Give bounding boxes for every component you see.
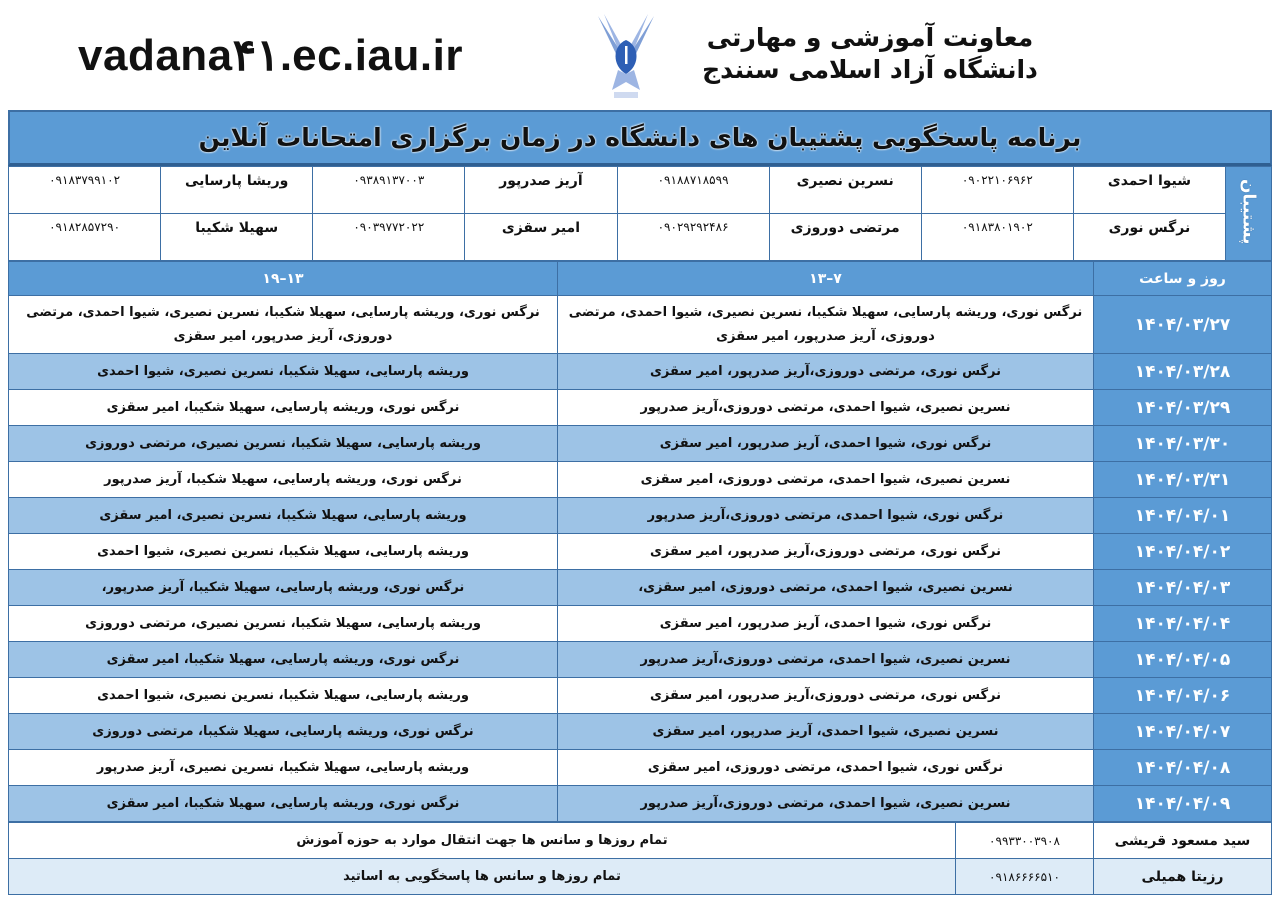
page-header [0,0,1280,108]
shift-1-staff: نسرین نصیری، شیوا احمدی، آریز صدرپور، امیر سقزی [558,714,1094,750]
shift-1-staff: نسرین نصیری، شیوا احمدی، مرتضی دوروزی، امیر سقزی، [558,570,1094,606]
support-side-label: پشتیبان [1226,167,1272,261]
shift-1-staff: نسرین نصیری، شیوا احمدی، مرتضی دوروزی،آریز صدرپور [558,786,1094,822]
row-date: ۱۴۰۴/۰۴/۰۳ [1094,570,1272,606]
coordinator-phone: ۰۹۱۸۶۶۶۶۵۱۰ [956,859,1094,895]
table-row [9,462,1272,498]
table-row [9,426,1272,462]
support-contacts-table [8,166,1272,261]
table-row [9,642,1272,678]
shift-2-staff: وریشه پارسایی، سهیلا شکیبا، نسرین نصیری، مرتضی دوروزی [9,426,558,462]
row-date: ۱۴۰۴/۰۳/۲۷ [1094,296,1272,354]
table-row [9,534,1272,570]
shift-2-staff: نرگس نوری، وریشه پارسایی، سهیلا شکیبا، امیر سقزی [9,642,558,678]
contact-phone: ۰۹۱۸۳۸۰۱۹۰۲ [921,214,1073,261]
row-date: ۱۴۰۴/۰۳/۳۱ [1094,462,1272,498]
contact-phone: ۰۹۱۸۳۷۹۹۱۰۲ [9,167,161,214]
coordinator-row [9,859,1272,895]
shift-1-staff: نرگس نوری، مرتضی دوروزی،آریز صدرپور، امیر سقزی [558,534,1094,570]
row-date: ۱۴۰۴/۰۴/۰۲ [1094,534,1272,570]
contact-name: شیوا احمدی [1073,167,1225,214]
contact-name: نرگس نوری [1073,214,1225,261]
row-date: ۱۴۰۴/۰۴/۰۶ [1094,678,1272,714]
table-row [9,296,1272,354]
schedule-sheet [8,110,1272,895]
row-date: ۱۴۰۴/۰۴/۰۱ [1094,498,1272,534]
org-line-1: معاونت آموزشی و مهارتی [706,23,1034,52]
organization-name [700,22,1040,86]
islamic-azad-university-logo-icon [596,10,656,102]
coordinator-note: تمام روزها و سانس ها جهت انتقال موارد به حوزه آموزش [9,823,956,859]
contact-phone: ۰۹۰۳۹۷۷۲۰۲۲ [313,214,465,261]
shift-2-staff: وریشه پارسایی، سهیلا شکیبا، نسرین نصیری، شیوا احمدی [9,534,558,570]
contact-phone: ۰۹۱۸۲۸۵۷۲۹۰ [9,214,161,261]
contact-name: وریشا پارسایی [161,167,313,214]
shift-2-staff: نرگس نوری، وریشه پارسایی، سهیلا شکیبا، نسرین نصیری، شیوا احمدی، مرتضی دوروزی، آریز صدرپور، امیر سقزی [9,296,558,354]
shift-2-staff: وریشه پارسایی، سهیلا شکیبا، نسرین نصیری، مرتضی دوروزی [9,606,558,642]
shift-2-staff: وریشه پارسایی، سهیلا شکیبا، نسرین نصیری، امیر سقزی [9,498,558,534]
coordinator-name: سید مسعود قریشی [1094,823,1272,859]
shift-2-staff: نرگس نوری، وریشه پارسایی، سهیلا شکیبا، امیر سقزی [9,390,558,426]
table-row [9,678,1272,714]
schedule-header-row [9,262,1272,296]
contact-name: آریز صدرپور [465,167,617,214]
table-row [9,498,1272,534]
shift-2-staff: وریشه پارسایی، سهیلا شکیبا، نسرین نصیری، شیوا احمدی [9,354,558,390]
shift-1-staff: نسرین نصیری، شیوا احمدی، مرتضی دوروزی،آریز صدرپور [558,390,1094,426]
column-header-shift-2: ۱۳–۱۹ [9,262,558,296]
table-row [9,570,1272,606]
column-header-shift-1: ۷–۱۳ [558,262,1094,296]
contact-phone: ۰۹۰۲۹۲۹۲۴۸۶ [617,214,769,261]
schedule-table [8,261,1272,822]
shift-1-staff: نرگس نوری، شیوا احمدی، آریز صدرپور، امیر سقزی [558,606,1094,642]
coordinator-name: رزیتا همیلی [1094,859,1272,895]
row-date: ۱۴۰۴/۰۴/۰۵ [1094,642,1272,678]
contact-name: سهیلا شکیبا [161,214,313,261]
contact-phone: ۰۹۱۸۸۷۱۸۵۹۹ [617,167,769,214]
shift-2-staff: نرگس نوری، وریشه پارسایی، سهیلا شکیبا، مرتضی دوروزی [9,714,558,750]
coordinator-note: تمام روزها و سانس ها پاسخگویی به اساتید [9,859,956,895]
table-row [9,750,1272,786]
row-date: ۱۴۰۴/۰۳/۳۰ [1094,426,1272,462]
site-url: vadana۴۱.ec.iau.ir [78,31,463,80]
contact-name: امیر سقزی [465,214,617,261]
contact-phone: ۰۹۳۸۹۱۳۷۰۰۳ [313,167,465,214]
shift-1-staff: نسرین نصیری، شیوا احمدی، مرتضی دوروزی، امیر سقزی [558,462,1094,498]
table-row [9,606,1272,642]
page-title: برنامه پاسخگویی پشتیبان های دانشگاه در زمان برگزاری امتحانات آنلاین [8,110,1272,166]
shift-2-staff: نرگس نوری، وریشه پارسایی، سهیلا شکیبا، امیر سقزی [9,786,558,822]
table-row [9,390,1272,426]
table-row [9,714,1272,750]
shift-2-staff: وریشه پارسایی، سهیلا شکیبا، نسرین نصیری، شیوا احمدی [9,678,558,714]
org-line-2: دانشگاه آزاد اسلامی سنندج [702,55,1038,84]
shift-1-staff: نرگس نوری، مرتضی دوروزی،آریز صدرپور، امیر سقزی [558,354,1094,390]
contact-name: مرتضی دوروزی [769,214,921,261]
coordinators-table [8,822,1272,895]
contact-name: نسرین نصیری [769,167,921,214]
shift-2-staff: نرگس نوری، وریشه پارسایی، سهیلا شکیبا، آریز صدرپور [9,462,558,498]
shift-2-staff: نرگس نوری، وریشه پارسایی، سهیلا شکیبا، آریز صدرپور، [9,570,558,606]
shift-2-staff: وریشه پارسایی، سهیلا شکیبا، نسرین نصیری، آریز صدرپور [9,750,558,786]
shift-1-staff: نسرین نصیری، شیوا احمدی، مرتضی دوروزی،آریز صدرپور [558,642,1094,678]
row-date: ۱۴۰۴/۰۴/۰۹ [1094,786,1272,822]
row-date: ۱۴۰۴/۰۳/۲۹ [1094,390,1272,426]
coordinator-row [9,823,1272,859]
row-date: ۱۴۰۴/۰۴/۰۴ [1094,606,1272,642]
contacts-row [9,214,1272,261]
shift-1-staff: نرگس نوری، شیوا احمدی، مرتضی دوروزی، امیر سقزی [558,750,1094,786]
column-header-day-time: روز و ساعت [1094,262,1272,296]
shift-1-staff: نرگس نوری، وریشه پارسایی، سهیلا شکیبا، نسرین نصیری، شیوا احمدی، مرتضی دوروزی، آریز صدرپور، امیر سقزی [558,296,1094,354]
coordinator-phone: ۰۹۹۳۳۰۰۳۹۰۸ [956,823,1094,859]
table-row [9,354,1272,390]
row-date: ۱۴۰۴/۰۴/۰۸ [1094,750,1272,786]
contact-phone: ۰۹۰۲۲۱۰۶۹۶۲ [921,167,1073,214]
shift-1-staff: نرگس نوری، شیوا احمدی، مرتضی دوروزی،آریز صدرپور [558,498,1094,534]
shift-1-staff: نرگس نوری، مرتضی دوروزی،آریز صدرپور، امیر سقزی [558,678,1094,714]
row-date: ۱۴۰۴/۰۴/۰۷ [1094,714,1272,750]
shift-1-staff: نرگس نوری، شیوا احمدی، آریز صدرپور، امیر سقزی [558,426,1094,462]
table-row [9,786,1272,822]
contacts-row [9,167,1272,214]
row-date: ۱۴۰۴/۰۳/۲۸ [1094,354,1272,390]
